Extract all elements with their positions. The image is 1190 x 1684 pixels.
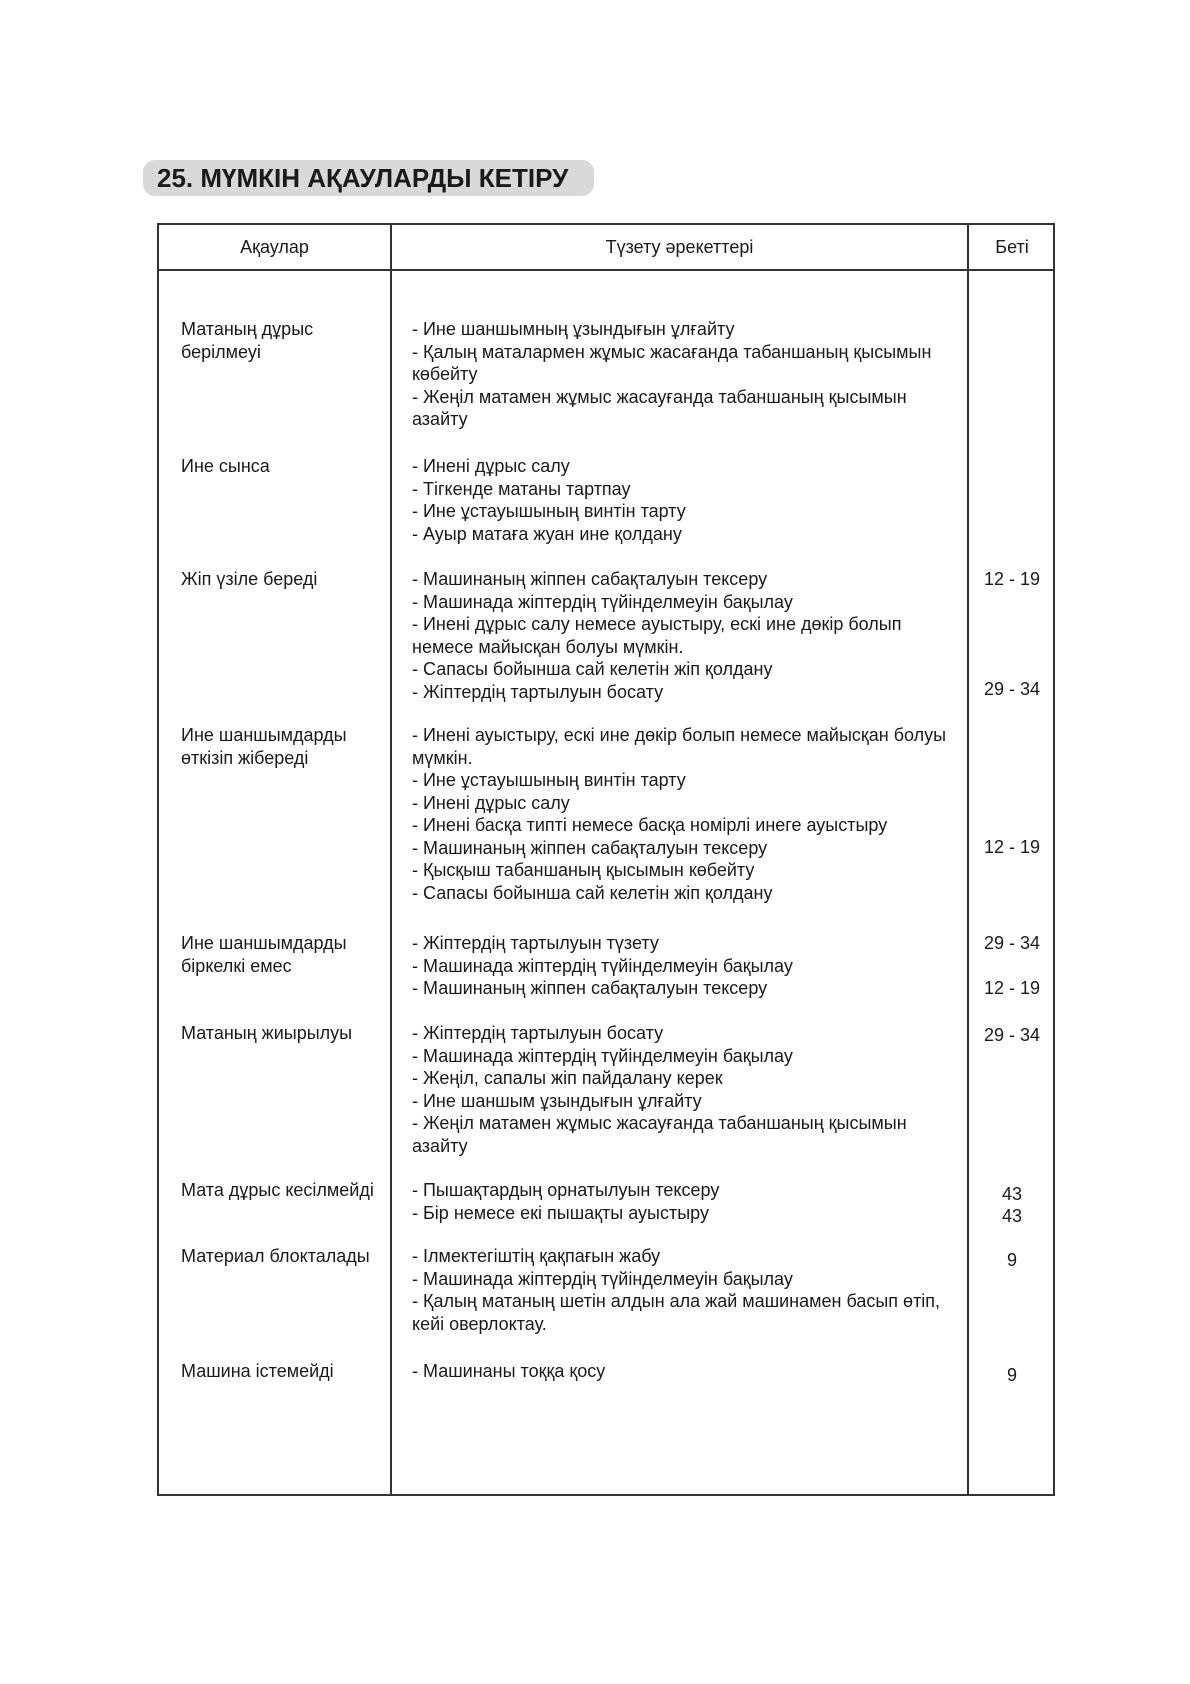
- action-item: - Инені дұрыс салу: [412, 456, 570, 476]
- fault-label: Матаның жиырылуы: [181, 1023, 353, 1043]
- action-item: - Қысқыш табаншаның қысымын көбейту: [412, 860, 755, 880]
- action-item: - Жіптердің тартылуын түзету: [412, 933, 659, 953]
- action-list: [412, 318, 952, 431]
- fault-label: Ине шаншымдарды өткізіп жібереді: [181, 725, 347, 768]
- action-list: [412, 1360, 952, 1383]
- action-list: [412, 1245, 952, 1335]
- action-item: - Инені дұрыс салу немесе ауыстыру, ескі ине дөкір болып немесе майысқан болуы мүмкін.: [412, 614, 902, 657]
- fault-label: Ине сынса: [181, 456, 270, 476]
- action-item: - Қалың матаның шетін алдын ала жай машинамен басып өтіп, кейі оверлоктау.: [412, 1291, 941, 1334]
- action-item: - Ауыр матаға жуан ине қолдану: [412, 523, 682, 544]
- action-list: [412, 455, 952, 545]
- fault-label: Мата дұрыс кесілмейді: [181, 1180, 374, 1200]
- page-ref: 29 - 34: [983, 679, 1041, 699]
- action-list: [412, 1179, 952, 1224]
- page-ref: 9: [1006, 1250, 1017, 1270]
- action-item: - Инені басқа типті немесе басқа номірлі инеге ауыстыру: [412, 815, 888, 835]
- fault-label: Машина істемейді: [181, 1361, 334, 1381]
- action-item: - Жіптердің тартылуын босату: [412, 1023, 664, 1043]
- page-ref: 12 - 19: [983, 837, 1041, 857]
- header-actions: Түзету әрекеттері: [605, 237, 754, 257]
- page-ref: 29 - 34: [983, 933, 1041, 953]
- fault-label: Матаның дұрыс берілмеуі: [181, 319, 314, 362]
- action-item: - Машинаның жіппен сабақталуын тексеру: [412, 837, 768, 858]
- page-ref: 29 - 34: [983, 1025, 1041, 1045]
- action-item: - Ине ұстауышының винтін тарту: [412, 770, 686, 790]
- fault-label: Ине шаншымдарды біркелкі емес: [181, 933, 347, 976]
- column-divider: [390, 225, 392, 1494]
- header-page: Беті: [995, 237, 1029, 257]
- header-faults: Ақаулар: [240, 237, 309, 257]
- section-title: 25. МҮМКІН АҚАУЛАРДЫ КЕТІРУ: [143, 160, 594, 196]
- action-item: - Ине ұстауышының винтін тарту: [412, 501, 686, 521]
- action-item: - Инені ауыстыру, ескі ине дөкір болып немесе майысқан болуы мүмкін.: [412, 725, 947, 768]
- action-item: - Машинаның жіппен сабақталуын тексеру: [412, 569, 768, 589]
- page-ref: 12 - 19: [983, 569, 1041, 589]
- troubleshooting-table: [157, 223, 1055, 1496]
- action-item: - Жеңіл, сапалы жіп пайдалану керек: [412, 1068, 723, 1088]
- action-item: - Жеңіл матамен жұмыс жасауғанда табаншаның қысымын азайту: [412, 1113, 907, 1156]
- action-item: - Машинада жіптердің түйінделмеуін бақылау: [412, 955, 793, 976]
- fault-label: Материал блокталады: [181, 1246, 370, 1266]
- column-divider: [967, 225, 969, 1494]
- action-list: [412, 724, 952, 904]
- action-item: - Тігкенде матаны тартпау: [412, 478, 631, 499]
- header-divider: [159, 269, 1053, 271]
- action-item: - Ілмектегіштің қақпағын жабу: [412, 1246, 661, 1266]
- action-list: [412, 568, 952, 703]
- action-item: - Ине шаншым ұзындығын ұлғайту: [412, 1090, 702, 1111]
- action-item: - Ине шаншымның ұзындығын ұлғайту: [412, 319, 735, 339]
- action-list: [412, 932, 952, 1000]
- fault-label: Жіп үзіле береді: [181, 569, 318, 589]
- action-item: - Жеңіл матамен жұмыс жасауғанда табаншаның қысымын азайту: [412, 386, 907, 429]
- action-item: - Машинаның жіппен сабақталуын тексеру: [412, 978, 768, 998]
- page-ref: 9: [1006, 1365, 1017, 1385]
- action-item: - Машинаны тоққа қосу: [412, 1361, 606, 1381]
- action-item: - Жіптердің тартылуын босату: [412, 681, 664, 702]
- action-item: - Машинада жіптердің түйінделмеуін бақылау: [412, 591, 793, 612]
- page-ref: 43: [1001, 1184, 1023, 1204]
- action-item: - Машинада жіптердің түйінделмеуін бақылау: [412, 1045, 793, 1066]
- page-ref: 43: [1001, 1206, 1023, 1226]
- action-item: - Сапасы бойынша сай келетін жіп қолдану: [412, 882, 773, 903]
- action-item: - Пышақтардың орнатылуын тексеру: [412, 1180, 720, 1200]
- action-item: - Бір немесе екі пышақты ауыстыру: [412, 1202, 709, 1223]
- action-item: - Қалың маталармен жұмыс жасағанда табаншаның қысымын көбейту: [412, 341, 932, 384]
- page-ref: 12 - 19: [983, 978, 1041, 998]
- action-item: - Машинада жіптердің түйінделмеуін бақылау: [412, 1268, 793, 1289]
- action-item: - Сапасы бойынша сай келетін жіп қолдану: [412, 659, 773, 679]
- action-list: [412, 1022, 952, 1157]
- action-item: - Инені дұрыс салу: [412, 792, 570, 813]
